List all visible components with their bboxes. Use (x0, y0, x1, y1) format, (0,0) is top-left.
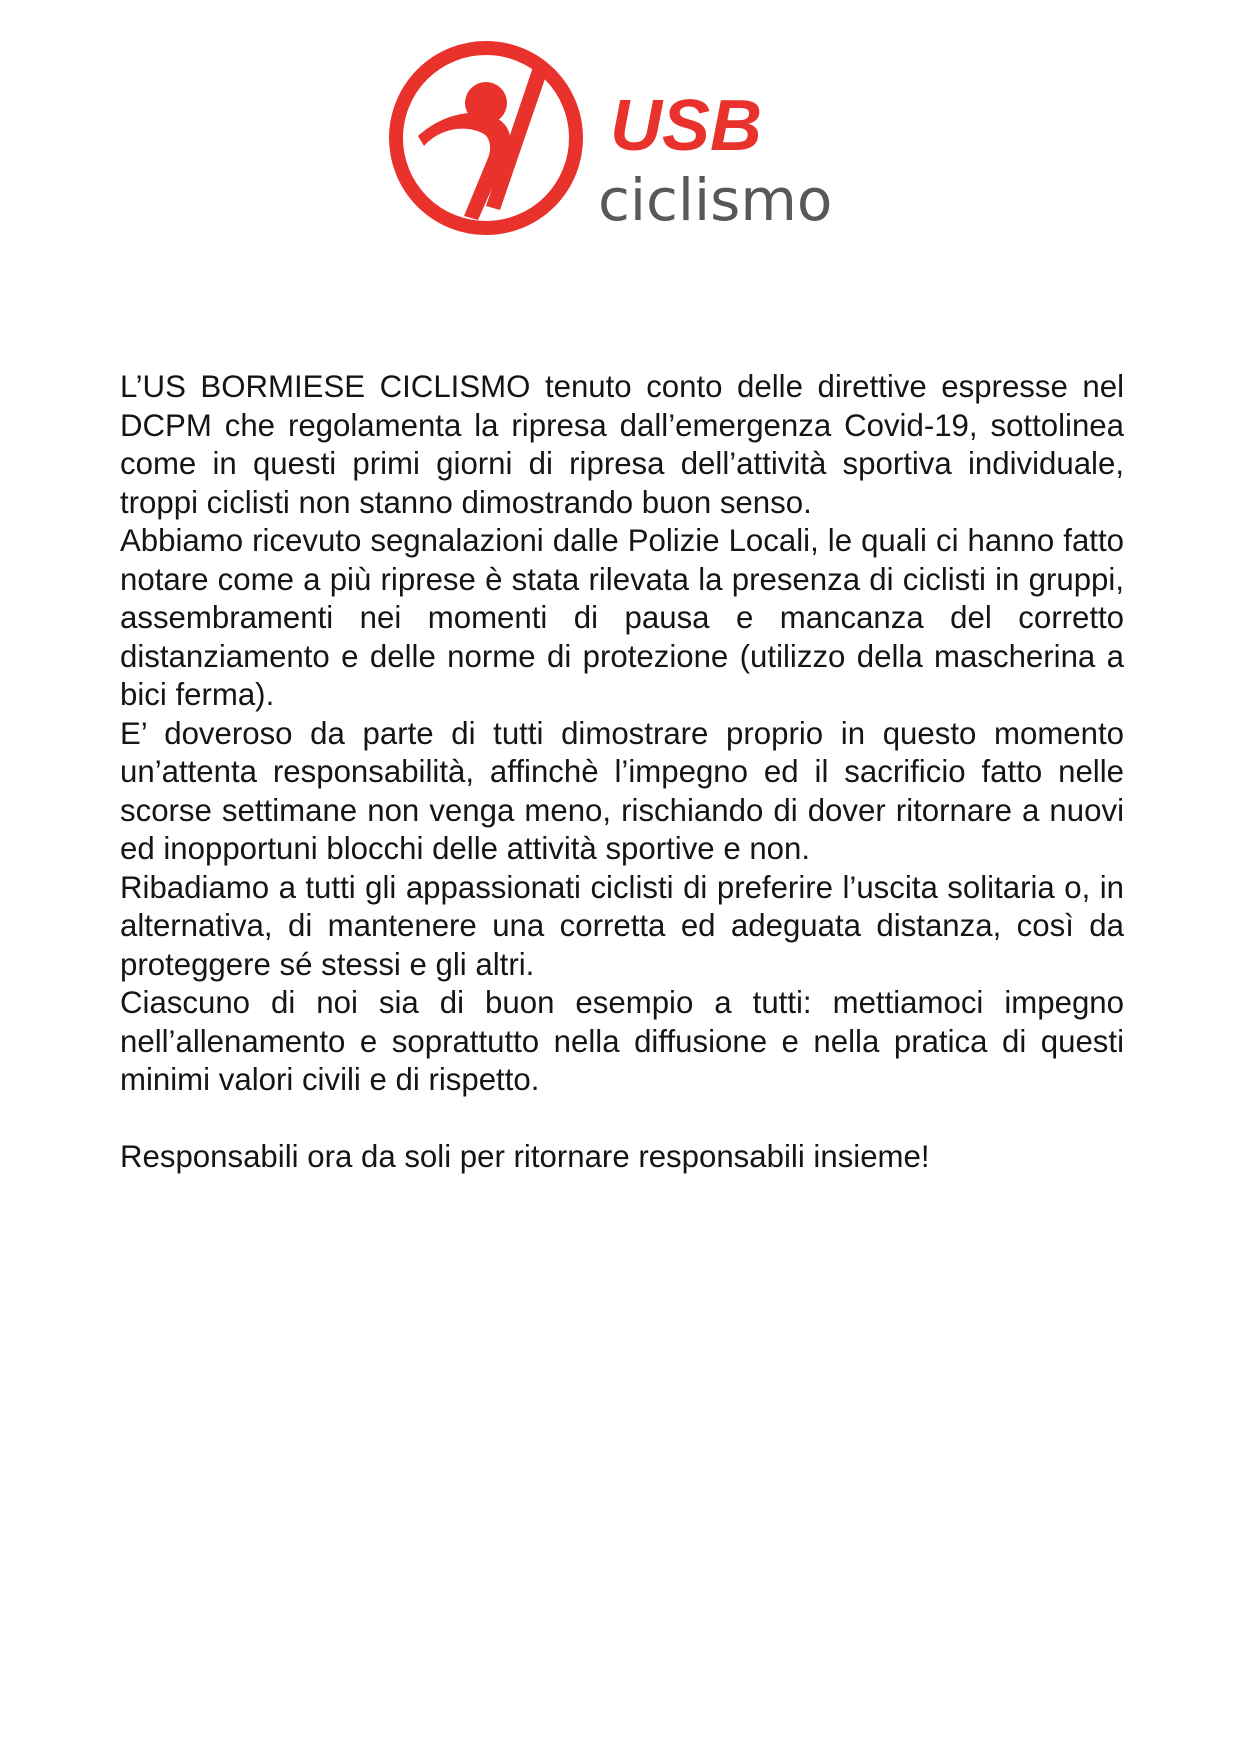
svg-text:USB: USB (610, 92, 763, 162)
usb-ciclismo-logo (388, 40, 858, 240)
svg-text:ciclismo: ciclismo (598, 166, 833, 234)
paragraph-5: Ciascuno di noi sia di buon esempio a tutti: mettiamoci impegno nell’allenamento e soprattutto nella diffusione e nella pratica di questi minimi valori civili e di rispetto. (120, 985, 1124, 1097)
cyclist-emblem-icon (388, 40, 584, 236)
brand-subtitle (598, 158, 858, 238)
closing-line: Responsabili ora da soli per ritornare responsabili insieme! (120, 1139, 930, 1174)
paragraph-4: Ribadiamo a tutti gli appassionati ciclisti di preferire l’uscita solitaria o, in alternativa, di mantenere una corretta ed adeguata distanza, così da proteggere sé stessi e gli altri. (120, 869, 1124, 982)
letter-body (120, 368, 1124, 1177)
paragraph-1: L’US BORMIESE CICLISMO tenuto conto delle direttive espresse nel DCPM che regolamenta la ripresa dall’emergenza Covid-19, sottolinea come in questi primi giorni di ripresa dell’attività sportiva individuale, troppi ciclisti non stanno dimostrando buon senso. (120, 369, 1124, 520)
paragraph-3: E’ doveroso da parte di tutti dimostrare proprio in questo momento un’attenta responsabilità, affinchè l’impegno ed il sacrificio fatto nelle scorse settimane non venga meno, rischiando di dover ritornare a nuovi ed inopportuni blocchi delle attività sportive e non. (120, 715, 1124, 866)
paragraph-2: Abbiamo ricevuto segnalazioni dalle Polizie Locali, le quali ci hanno fatto notare come a più riprese è stata rilevata la presenza di ciclisti in gruppi, assembramenti nei momenti di pausa e mancanza del corretto distanziamento e delle norme di protezione (utilizzo della mascherina a bici ferma). (120, 523, 1124, 712)
brand-name (610, 92, 810, 162)
